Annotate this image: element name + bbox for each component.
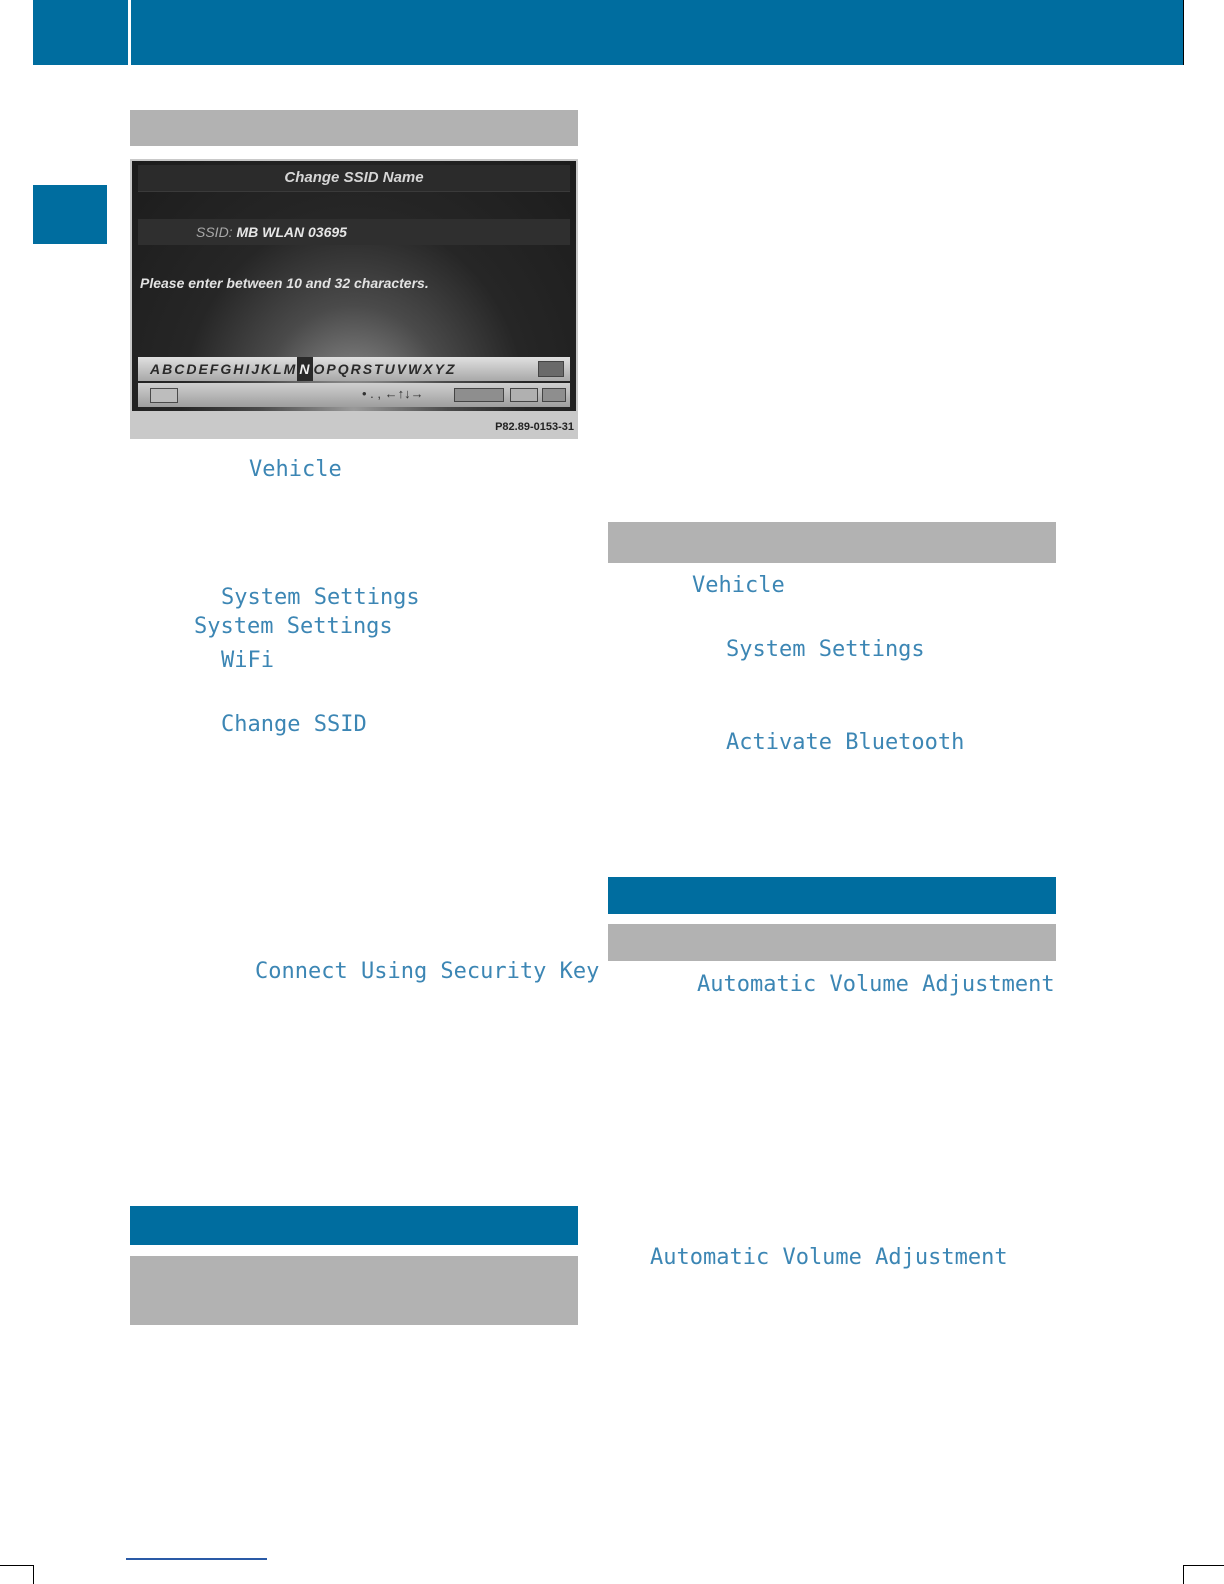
crop-mark <box>1183 1565 1224 1566</box>
keyboard-selected-letter: N <box>297 357 313 381</box>
menu-term-automatic-volume-adjustment: Automatic Volume Adjustment <box>650 1245 1008 1270</box>
menu-term-automatic-volume-adjustment: Automatic Volume Adjustment <box>697 972 1055 997</box>
keyboard-options-key <box>510 388 538 402</box>
ssid-screen-image <box>130 159 578 439</box>
chapter-tab <box>33 185 107 244</box>
menu-term-vehicle: Vehicle <box>692 573 785 598</box>
menu-term-system-settings: System Settings <box>194 614 393 639</box>
ssid-label: SSID: <box>196 224 233 240</box>
crop-mark <box>0 1565 33 1566</box>
menu-term-vehicle: Vehicle <box>249 457 342 482</box>
keyboard-symbols: • . , ←↑↓→ <box>362 386 424 401</box>
image-code: P82.89-0153-31 <box>495 421 574 433</box>
crop-mark <box>33 1565 34 1584</box>
section-title-bar <box>130 1206 578 1245</box>
back-icon <box>150 388 178 403</box>
section-heading-bar <box>130 110 578 146</box>
subsection-heading-bar <box>130 1256 578 1325</box>
screen-title-bar <box>138 165 570 192</box>
menu-term-connect-security-key: Connect Using Security Key <box>255 959 600 984</box>
page-header-bar <box>33 0 1183 65</box>
section-title-bar <box>608 877 1056 914</box>
keyboard-function-row <box>138 383 570 407</box>
menu-term-change-ssid: Change SSID <box>221 712 367 737</box>
keyboard-clear-key <box>542 388 566 402</box>
subsection-heading-bar <box>608 522 1056 563</box>
header-divider <box>128 0 131 65</box>
keyboard-letters-before: ABCDEFGHIJKLM <box>150 361 298 377</box>
menu-term-system-settings: System Settings <box>221 585 420 610</box>
screen-instruction: Please enter between 10 and 32 characters. <box>140 275 429 291</box>
menu-term-activate-bluetooth: Activate Bluetooth <box>726 730 965 755</box>
crop-mark <box>1183 0 1184 65</box>
keyboard-mode-key <box>454 388 504 402</box>
menu-term-wifi: WiFi <box>221 648 274 673</box>
menu-term-system-settings: System Settings <box>726 637 925 662</box>
character-keyboard <box>138 357 570 381</box>
subsection-heading-bar <box>608 924 1056 961</box>
footer-link-underline <box>126 1558 267 1560</box>
keyboard-letters-after: OPQRSTUVWXYZ <box>313 361 457 377</box>
ssid-field <box>138 219 570 245</box>
keyboard-ok-key <box>538 361 564 377</box>
crop-mark <box>1183 1565 1184 1584</box>
screen-title: Change SSID Name <box>284 169 424 186</box>
ssid-value: MB WLAN 03695 <box>236 224 347 240</box>
